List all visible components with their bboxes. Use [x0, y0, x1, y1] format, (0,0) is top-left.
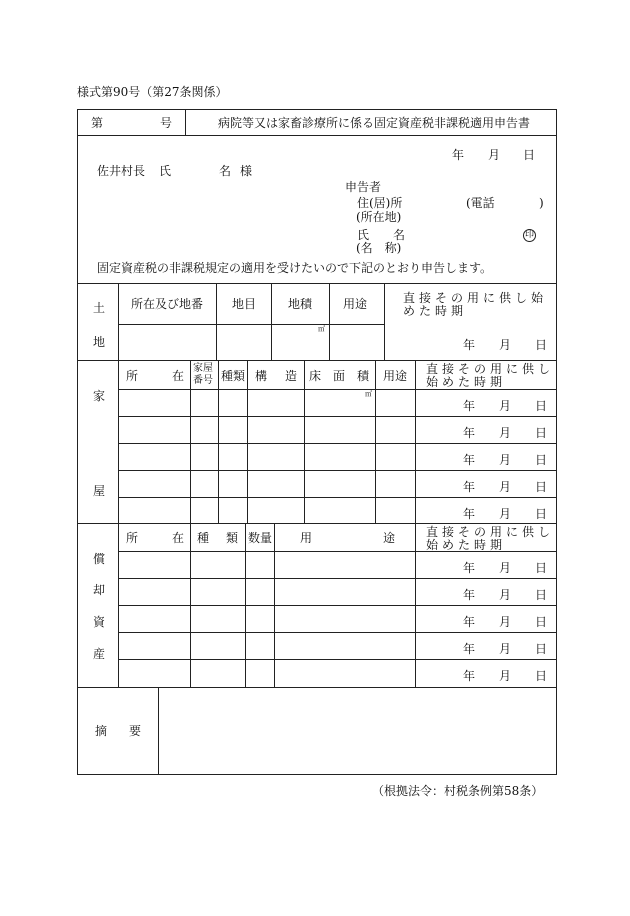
- asset-header-location-1: 所: [126, 531, 139, 545]
- asset-header-location-2: 在: [172, 531, 185, 545]
- land-header-area: 地積: [288, 297, 313, 311]
- asset-date-year: 年: [463, 615, 476, 629]
- house-floor-unit: ㎡: [365, 390, 372, 398]
- house-date-day: 日: [535, 480, 548, 494]
- land-date-year: 年: [463, 338, 476, 352]
- house-col-line-4: [304, 360, 305, 523]
- declarant-label: 申告者: [345, 180, 382, 194]
- title-label: (名 称): [356, 241, 402, 255]
- summary-label-2: 要: [129, 724, 142, 738]
- house-date-month: 月: [499, 453, 512, 467]
- land-header-start: 直接その用に供し始めた時期: [403, 291, 548, 318]
- asset-date-month: 月: [499, 561, 512, 575]
- asset-label-1: 償: [93, 552, 106, 566]
- house-row-line-2: [118, 416, 557, 417]
- header-divider: [185, 109, 186, 135]
- house-date-month: 月: [499, 426, 512, 440]
- house-header-structure-1: 構: [255, 369, 268, 383]
- asset-header-start: 直接その用に供し始めた時期: [426, 525, 555, 552]
- house-header-number: 家屋番号: [193, 363, 213, 386]
- house-header-floor: 床 面 積: [309, 369, 370, 383]
- house-row-line-1: [118, 389, 557, 390]
- legal-basis: （根拠法令：村税条例第58条）: [372, 784, 544, 798]
- location-label: (所在地): [356, 210, 402, 224]
- asset-date-year: 年: [463, 561, 476, 575]
- land-date-month: 月: [499, 338, 512, 352]
- land-date-day: 日: [535, 338, 548, 352]
- land-header-use: 用途: [343, 297, 368, 311]
- house-row-line-4: [118, 470, 557, 471]
- applicant-date-month: 月: [488, 148, 501, 162]
- asset-header-type-1: 種: [197, 531, 210, 545]
- phone-label: (電話: [466, 196, 495, 210]
- house-date-year: 年: [463, 480, 476, 494]
- asset-label-2: 却: [93, 583, 106, 597]
- seal-mark: 印: [524, 230, 534, 240]
- applicant-date-day: 日: [523, 148, 536, 162]
- asset-date-month: 月: [499, 588, 512, 602]
- house-label-1: 家: [93, 389, 106, 403]
- land-col-line-2: [271, 283, 272, 360]
- asset-label-4: 産: [93, 647, 106, 661]
- house-header-location-1: 所: [126, 369, 139, 383]
- asset-date-year: 年: [463, 642, 476, 656]
- house-col-line-6: [415, 360, 416, 523]
- house-header-location-2: 在: [172, 369, 185, 383]
- asset-date-day: 日: [535, 642, 548, 656]
- asset-date-year: 年: [463, 669, 476, 683]
- asset-row-line-2: [118, 578, 557, 579]
- house-date-month: 月: [499, 507, 512, 521]
- summary-label-1: 摘: [95, 724, 108, 738]
- house-date-year: 年: [463, 507, 476, 521]
- house-date-year: 年: [463, 426, 476, 440]
- house-header-structure-2: 造: [285, 369, 298, 383]
- house-date-year: 年: [463, 399, 476, 413]
- land-label-2: 地: [93, 335, 106, 349]
- form-title: 病院等又は家畜診療所に係る固定資産税非課税適用申告書: [218, 116, 531, 130]
- asset-header-use-2: 途: [383, 531, 396, 545]
- house-col-line-5: [375, 360, 376, 523]
- asset-row-line-5: [118, 659, 557, 660]
- asset-date-day: 日: [535, 561, 548, 575]
- phone-close: ): [539, 196, 544, 210]
- asset-date-month: 月: [499, 642, 512, 656]
- receipt-no-prefix: 第: [91, 116, 104, 130]
- declaration-text: 固定資産税の非課税規定の適用を受けたいので下記のとおり申告します。: [97, 261, 493, 275]
- asset-label-3: 資: [93, 615, 106, 629]
- asset-header-type-2: 類: [226, 531, 239, 545]
- house-date-day: 日: [535, 426, 548, 440]
- house-header-type: 種類: [221, 369, 246, 383]
- land-header-line: [118, 324, 384, 325]
- addressee-village: 佐井村長: [97, 164, 146, 178]
- house-date-day: 日: [535, 399, 548, 413]
- house-col-line-3: [247, 360, 248, 523]
- house-bottom-line: [77, 523, 557, 524]
- asset-date-month: 月: [499, 615, 512, 629]
- name-label-1: 氏: [357, 228, 370, 242]
- asset-row-line-3: [118, 605, 557, 606]
- name-label-2: 名: [393, 228, 406, 242]
- addressee-sama: 様: [240, 164, 253, 178]
- land-label-1: 土: [93, 301, 106, 315]
- applicant-date-year: 年: [452, 148, 465, 162]
- receipt-no-suffix: 号: [160, 116, 173, 130]
- asset-header-quantity: 数量: [248, 531, 273, 545]
- header-bottom-line: [77, 135, 557, 136]
- land-col-line-4: [384, 283, 385, 360]
- asset-date-day: 日: [535, 588, 548, 602]
- summary-divider: [158, 687, 159, 775]
- house-date-day: 日: [535, 453, 548, 467]
- form-number: 様式第90号（第27条関係）: [77, 85, 228, 99]
- land-bottom-line: [77, 360, 557, 361]
- house-label-2: 屋: [93, 484, 106, 498]
- asset-row-line-4: [118, 632, 557, 633]
- house-col-line-1: [190, 360, 191, 523]
- label-column-line: [118, 283, 119, 687]
- house-row-line-5: [118, 497, 557, 498]
- land-area-unit: ㎡: [318, 325, 325, 333]
- house-date-month: 月: [499, 480, 512, 494]
- address-label: 住(居)所: [357, 196, 403, 210]
- asset-date-month: 月: [499, 669, 512, 683]
- asset-bottom-line: [77, 687, 557, 688]
- house-date-year: 年: [463, 453, 476, 467]
- addressee-shi: 氏: [159, 164, 172, 178]
- applicant-bottom-line: [77, 283, 557, 284]
- house-header-start: 直接その用に供し始めた時期: [426, 362, 555, 389]
- asset-date-day: 日: [535, 669, 548, 683]
- asset-date-day: 日: [535, 615, 548, 629]
- addressee-mei: 名: [219, 164, 232, 178]
- land-col-line-3: [329, 283, 330, 360]
- land-header-location: 所在及び地番: [131, 297, 204, 311]
- house-header-use: 用途: [383, 369, 408, 383]
- land-header-category: 地目: [232, 297, 257, 311]
- house-date-day: 日: [535, 507, 548, 521]
- house-col-line-2: [218, 360, 219, 523]
- house-row-line-3: [118, 443, 557, 444]
- asset-header-use-1: 用: [300, 531, 313, 545]
- land-col-line-1: [216, 283, 217, 360]
- house-date-month: 月: [499, 399, 512, 413]
- asset-date-year: 年: [463, 588, 476, 602]
